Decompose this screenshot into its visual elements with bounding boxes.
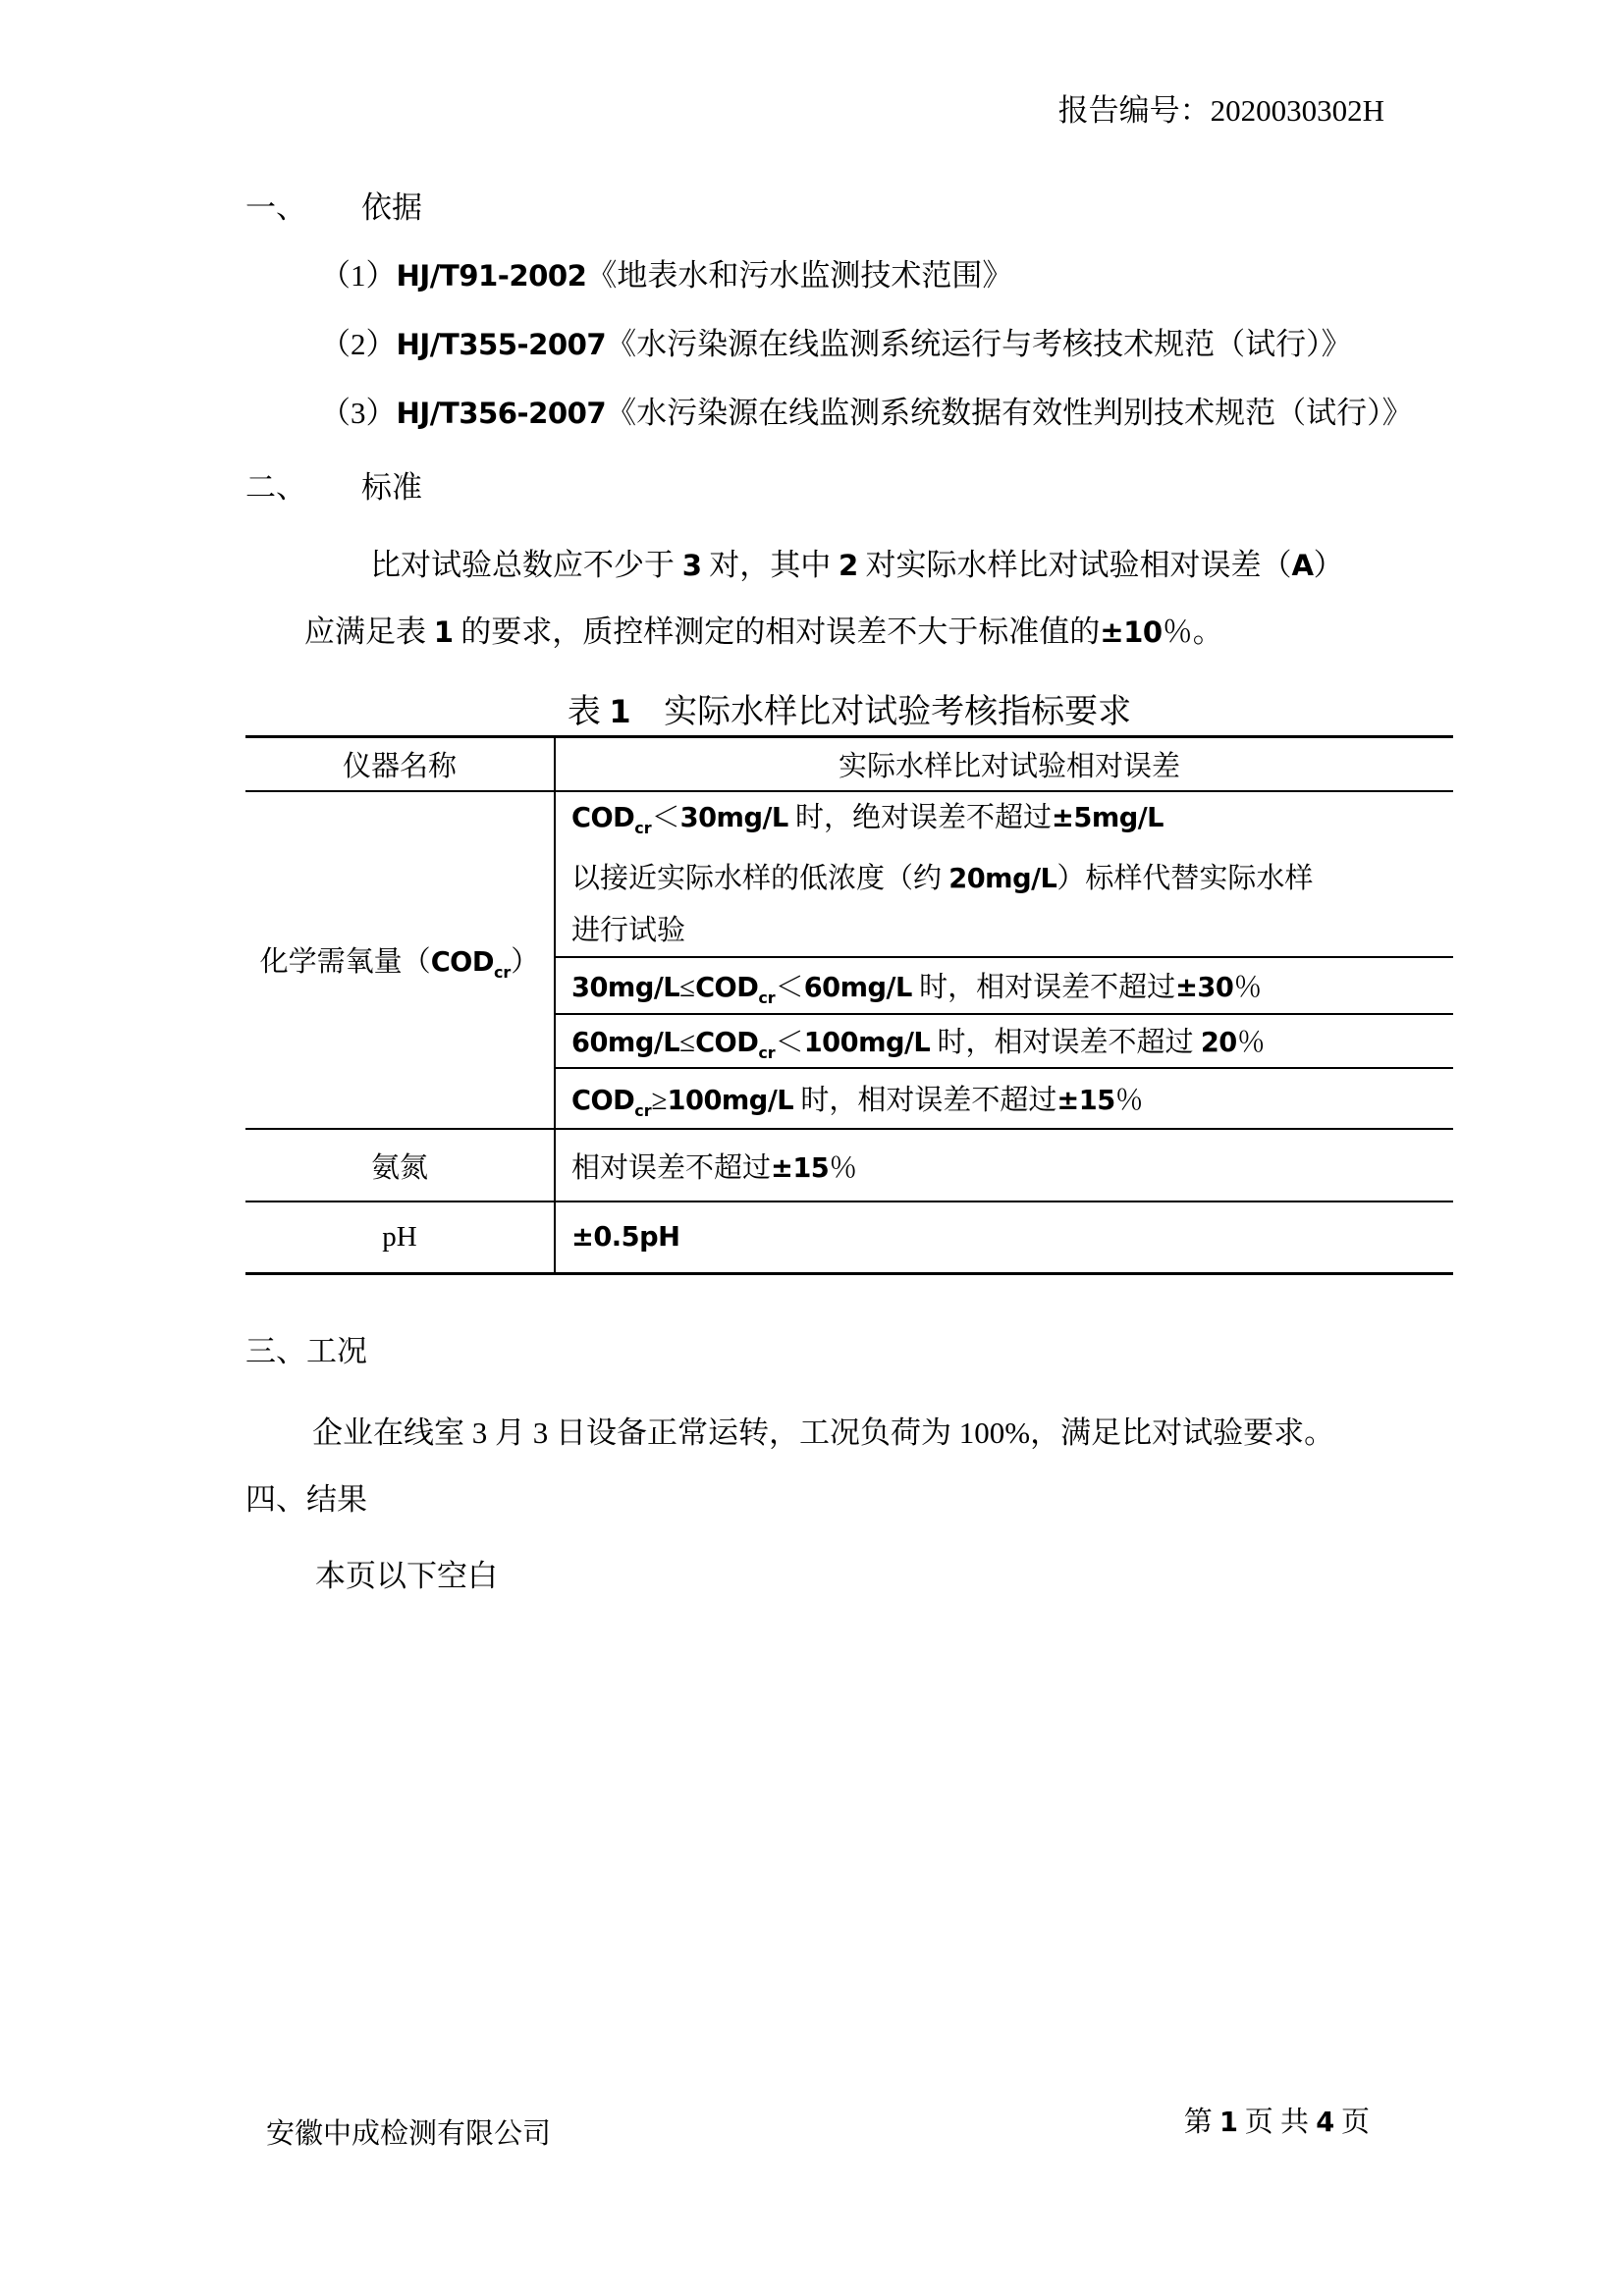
reference-item-3: （3）HJ/T356-2007《水污染源在线监测系统数据有效性判别技术规范（试行）》 (320, 396, 1413, 430)
table-1-header-row (245, 737, 1453, 791)
ammonia-instrument-cell: 氨氮 (245, 1129, 555, 1201)
cod-criterion-2-cell: $30mg/L\le COD_{cr}<60mg/L$ 时，相对误差不超过±30％ (555, 957, 1453, 1014)
cod-criterion-1-line-1: $COD_{cr}<30mg/L$ 时，绝对误差不超过±5mg/L (571, 801, 1164, 837)
table-1-caption: 表 1 实际水样比对试验考核指标要求 (567, 693, 1132, 730)
cod-criterion-3-cell: $60mg/L\le COD_{cr}<100mg/L$ 时，相对误差不超过 20％ (555, 1014, 1453, 1068)
cod-criterion-1-cell (555, 791, 1453, 958)
standard-paragraph-line-1: 比对试验总数应不少于 3 对，其中 2 对实际水样比对试验相对误差（A） (370, 548, 1344, 582)
table-row-ammonia (245, 1129, 1453, 1201)
table-1 (245, 735, 1453, 1275)
ph-instrument-cell: pH (245, 1201, 555, 1273)
cod-criterion-1-line-2: 以接近实际水样的低浓度（约 20mg/L）标样代替实际水样 (571, 863, 1314, 895)
standard-paragraph-line-2: 应满足表 1 的要求，质控样测定的相对误差不大于标准值的±10％。 (304, 614, 1223, 649)
reference-list (0, 241, 1624, 448)
cod-instrument-cell: 化学需氧量$(COD_{cr})$ (245, 791, 555, 1130)
table-1-col2-header: 实际水样比对试验相对误差 (555, 737, 1453, 791)
section-4-title: 结果 (306, 1481, 367, 1517)
page-footer (0, 2103, 1624, 2154)
section-1-title: 依据 (361, 190, 422, 225)
section-2-heading (245, 465, 1624, 509)
cod-criterion-1-line-3: 进行试验 (571, 915, 686, 947)
operating-condition-paragraph: 企业在线室 3 月 3 日设备正常运转，工况负荷为 100%，满足比对试验要求。 (312, 1415, 1335, 1450)
ammonia-criterion-cell: 相对误差不超过±15％ (555, 1129, 1453, 1201)
company-name: 安徽中成检测有限公司 (266, 2118, 552, 2150)
section-1-number: 一、 (245, 190, 306, 225)
section-1-heading (245, 186, 1624, 230)
reference-item-2: （2）HJ/T355-2007《水污染源在线监测系统运行与考核技术规范（试行）》 (320, 327, 1352, 361)
section-2-title: 标准 (361, 470, 422, 505)
section-4-heading (245, 1477, 1624, 1522)
section-2-number: 二、 (245, 470, 306, 505)
page-number-info: 第 1 页 共 4 页 (1183, 2107, 1370, 2138)
section-3-number: 三、 (245, 1333, 306, 1368)
cod-criterion-4-cell: $COD_{cr}\ge 100mg/L$ 时，相对误差不超过±15％ (555, 1068, 1453, 1129)
section-3-title: 工况 (306, 1333, 367, 1368)
table-1-col1-header: 仪器名称 (245, 737, 555, 791)
section-3-heading (245, 1329, 1624, 1373)
table-row-cod-1 (245, 791, 1453, 958)
standard-paragraph (0, 532, 1624, 666)
reference-item-1: （1）HJ/T91-2002《地表水和污水监测技术范围》 (320, 258, 1013, 293)
report-number: 报告编号：2020030302H (1057, 93, 1384, 128)
blank-below-note: 本页以下空白 (315, 1558, 498, 1593)
ph-criterion-cell: ±0.5pH (571, 1222, 680, 1254)
table-row-ph (245, 1201, 1453, 1273)
section-4-number: 四、 (245, 1481, 306, 1517)
